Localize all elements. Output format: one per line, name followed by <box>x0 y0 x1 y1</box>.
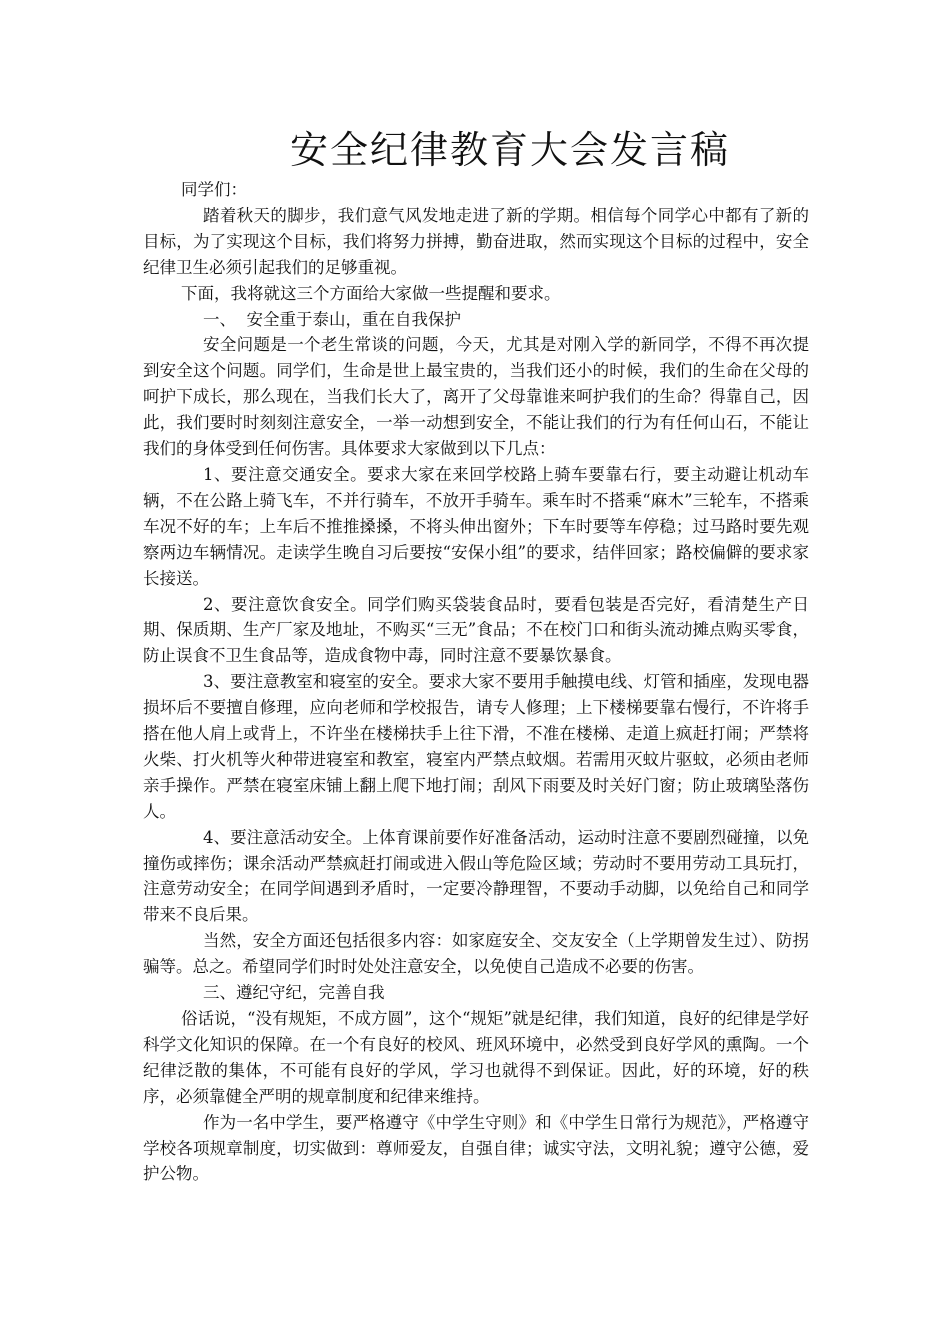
section-heading-1: 一、 安全重于泰山，重在自我保护 <box>203 309 461 329</box>
paragraph-discipline: 俗话说，“没有规矩，不成方圆”，这个“规矩”就是纪律，我们知道，良好的纪律是学好科学文化知识的保障。在一个有良好的校风、班风环境中，必然受到良好学风的熏陶。一个纪律泛散的集体，不可能有良好的学风，学习也就得不到保证。因此，好的环境，好的秩序，必须靠健全严明的规章制度和纪律来维持。 <box>143 1009 809 1106</box>
salutation: 同学们： <box>181 180 247 199</box>
document-body <box>143 177 809 1187</box>
paragraph-student-rules: 作为一名中学生，要严格遵守《中学生守则》和《中学生日常行为规范》，严格遵守学校各项规章制度，切实做到：尊师爱友，自强自律；诚实守法，文明礼貌；遵守公德，爱护公物。 <box>143 1112 809 1184</box>
paragraph-transition: 下面，我将就这三个方面给大家做一些提醒和要求。 <box>181 283 561 303</box>
paragraph-traffic-safety: 1、要注意交通安全。要求大家在来回学校路上骑车要靠右行，要主动避让机动车辆，不在公路上骑飞车，不并行骑车，不放开手骑车。乘车时不搭乘“麻木”三轮车，不搭乘车况不好的车；上车后不推推搡搡，不将头伸出窗外；下车时要等车停稳；过马路时要先观察两边车辆情况。走读学生晚自习后要按“安保小组”的要求，结伴回家；路校偏僻的要求家长接送。 <box>143 464 809 588</box>
section-heading-3: 三、遵纪守纪，完善自我 <box>203 983 385 1003</box>
paragraph-classroom-safety: 3、要注意教室和寝室的安全。要求大家不要用手触摸电线、灯管和插座，发现电器损坏后不要擅自修理，应向老师和学校报告，请专人修理；上下楼梯要靠右慢行，不许将手搭在他人肩上或背上，不许坐在楼梯扶手上往下滑，不准在楼梯、走道上疯赶打闹；严禁将火柴、打火机等火种带进寝室和教室，寝室内严禁点蚊烟。若需用灭蚊片驱蚊，必须由老师亲手操作。严禁在寝室床铺上翻上爬下地打闹；刮风下雨要及时关好门窗；防止玻璃坠落伤人。 <box>143 672 809 821</box>
paragraph-safety-intro: 安全问题是一个老生常谈的问题，今天，尤其是对刚入学的新同学，不得不再次提到安全这个问题。同学们，生命是世上最宝贵的，当我们还小的时候，我们的生命在父母的呵护下成长，那么现在，当我们长大了，离开了父母靠谁来呵护我们的生命？得靠自己，因此，我们要时时刻刻注意安全，一举一动想到安全，不能让我们的行为有任何山石，不能让我们的身体受到任何伤害。具体要求大家做到以下几点： <box>143 335 809 459</box>
paragraph-activity-safety: 4、要注意活动安全。上体育课前要作好准备活动，运动时注意不要剧烈碰撞，以免撞伤或摔伤；课余活动严禁疯赶打闹或进入假山等危险区域；劳动时不要用劳动工具玩打，注意劳动安全；在同学间遇到矛盾时，一定要冷静理智，不要动手动脚，以免给自己和同学带来不良后果。 <box>143 827 809 925</box>
paragraph-intro: 踏着秋天的脚步，我们意气风发地走进了新的学期。相信每个同学心中都有了新的目标，为了实现这个目标，我们将努力拼搏，勤奋进取，然而实现这个目标的过程中，安全纪律卫生必须引起我们的足够重视。 <box>143 205 809 277</box>
paragraph-safety-summary: 当然，安全方面还包括很多内容：如家庭安全、交友安全（上学期曾发生过）、防拐骗等。总之。希望同学们时时处处注意安全，以免使自己造成不必要的伤害。 <box>143 931 809 977</box>
document-title: 安全纪律教育大会发言稿 <box>289 128 730 172</box>
paragraph-food-safety: 2、要注意饮食安全。同学们购买袋装食品时，要看包装是否完好，看清楚生产日期、保质期、生产厂家及地址，不购买“三无”食品；不在校门口和街头流动摊点购买零食，防止误食不卫生食品等，造成食物中毒，同时注意不要暴饮暴食。 <box>143 594 809 666</box>
